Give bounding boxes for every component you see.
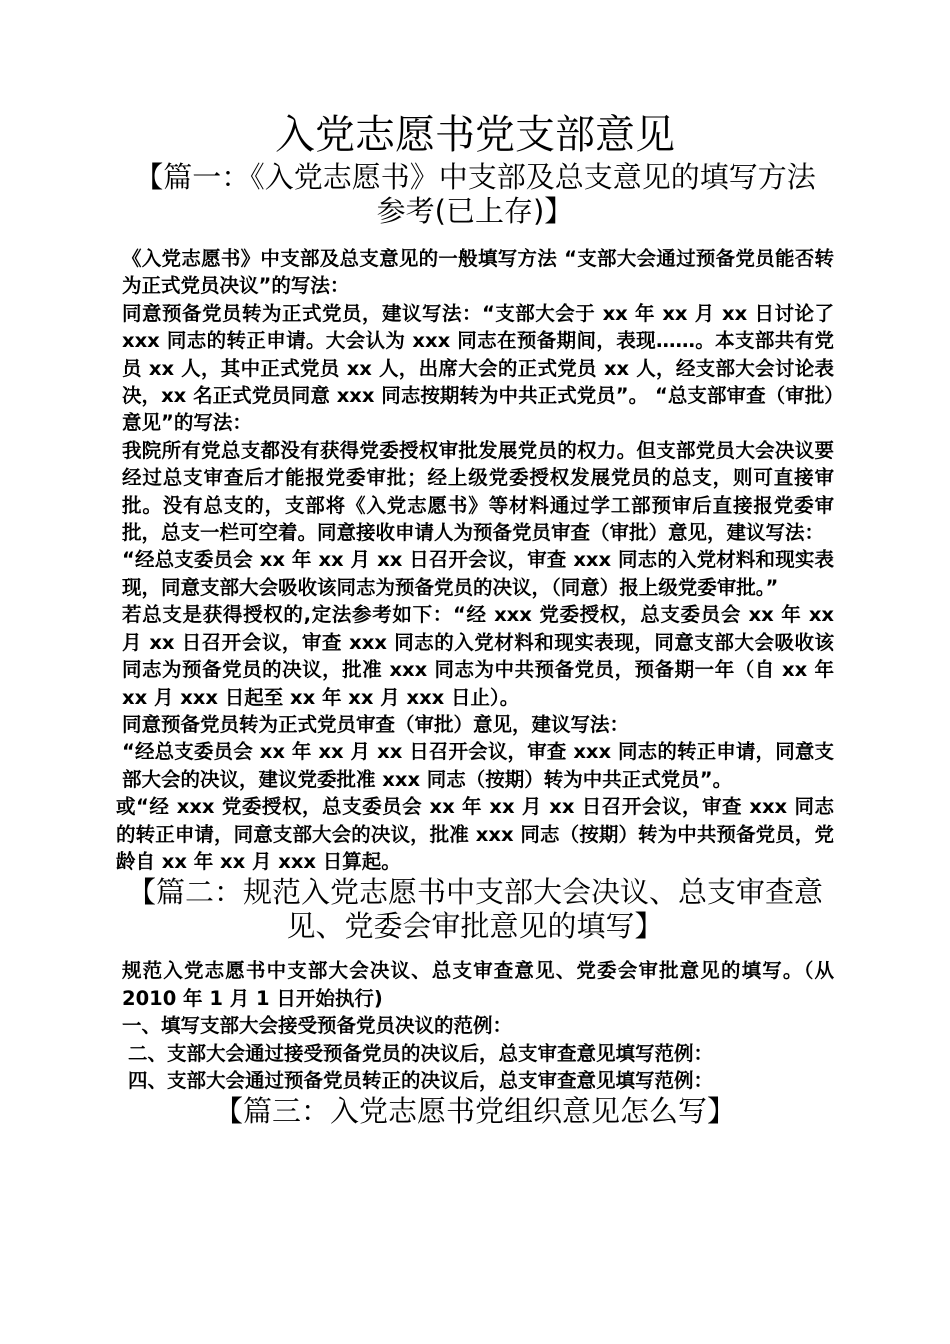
paragraph: 或“经 xxx 党委授权，总支委员会 xx 年 xx 月 xx 日召开会议，审查 xxx 同志的转正申请，同意支部大会的决议，批准 xxx 同志（按期）转为中共预备党员，党龄自 xx 年 xx 月 xxx 日算起。 (116, 795, 834, 873)
section-1-heading-line-1: 【篇一：《入党志愿书》中支部及总支意见的填写方法 (134, 160, 816, 194)
paragraph: 若总支是获得授权的,定法参考如下：“经 xxx 党委授权，总支委员会 xx 年 xx 月 xx 日召开会议，审查 xxx 同志的入党材料和现实表现，同意支部大会吸收该同志为预备党员的决议，批准 xxx 同志为中共预备党员，预备期一年（自 xx 年 xx 月 xxx 日起至 xx 年 xx 月 xxx 日止）。 (122, 603, 834, 709)
paragraph: 我院所有党总支都没有获得党委授权审批发展党员的权力。但支部党员大会决议要经过总支审查后才能报党委审批；经上级党委授权发展党员的总支，则可直接审批。没有总支的，支部将《入党志愿书》等材料通过学工部预审后直接报党委审批，总支一栏可空着。同意接收申请人为预备党员审查（审批）意见，建议写法： (122, 438, 834, 545)
document-page (116, 110, 834, 1128)
section-2-heading-line-2: 见、党委会审批意见的填写】 (286, 909, 664, 944)
section-3 (116, 1094, 834, 1128)
section-3-heading: 【篇三：入党志愿书党组织意见怎么写】 (213, 1094, 736, 1129)
section-2-body (116, 957, 834, 1094)
section-1 (116, 160, 834, 875)
document-title: 入党志愿书党支部意见 (275, 112, 675, 158)
paragraph: 《入党志愿书》中支部及总支意见的一般填写方法 “支部大会通过预备党员能否转为正式党员决议”的写法： (122, 247, 834, 298)
section-1-body (116, 245, 834, 875)
paragraph: “经总支委员会 xx 年 xx 月 xx 日召开会议，审查 xxx 同志的入党材料和现实表现，同意支部大会吸收该同志为预备党员的决议，（同意）报上级党委审批。” (122, 548, 834, 599)
paragraph: 同意预备党员转为正式党员，建议写法：“支部大会于 xx 年 xx 月 xx 日讨论了 xxx 同志的转正申请。大会认为 xxx 同志在预备期间，表现……。本支部共有党员 xx 人，其中正式党员 xx 人，出席大会的正式党员 xx 人，经支部大会讨论表决，xx 名正式党员同意 xxx 同志按期转为中共正式党员”。 “总支部审查（审批）意见”的写法： (122, 301, 834, 435)
paragraph: 四、支部大会通过预备党员转正的决议后，总支审查意见填写范例： (128, 1068, 714, 1092)
section-2-heading-line-1: 【篇二：规范入党志愿书中支部大会决议、总支审查意 (126, 875, 823, 910)
paragraph: 一、填写支部大会接受预备党员决议的范例： (122, 1014, 513, 1038)
section-1-heading-line-2: 参考(已上存)】 (376, 194, 574, 228)
paragraph: 同意预备党员转为正式党员审查（审批）意见，建议写法： (122, 712, 630, 736)
section-2 (116, 875, 834, 1094)
paragraph: “经总支委员会 xx 年 xx 月 xx 日召开会议，审查 xxx 同志的转正申请，同意支部大会的决议，建议党委批准 xxx 同志（按期）转为中共正式党员”。 (122, 740, 834, 791)
paragraph: 规范入党志愿书中支部大会决议、总支审查意见、党委会审批意见的填写。（从 2010 年 1 月 1 日开始执行) (122, 959, 834, 1010)
paragraph: 二、支部大会通过接受预备党员的决议后，总支审查意见填写范例： (128, 1041, 714, 1065)
